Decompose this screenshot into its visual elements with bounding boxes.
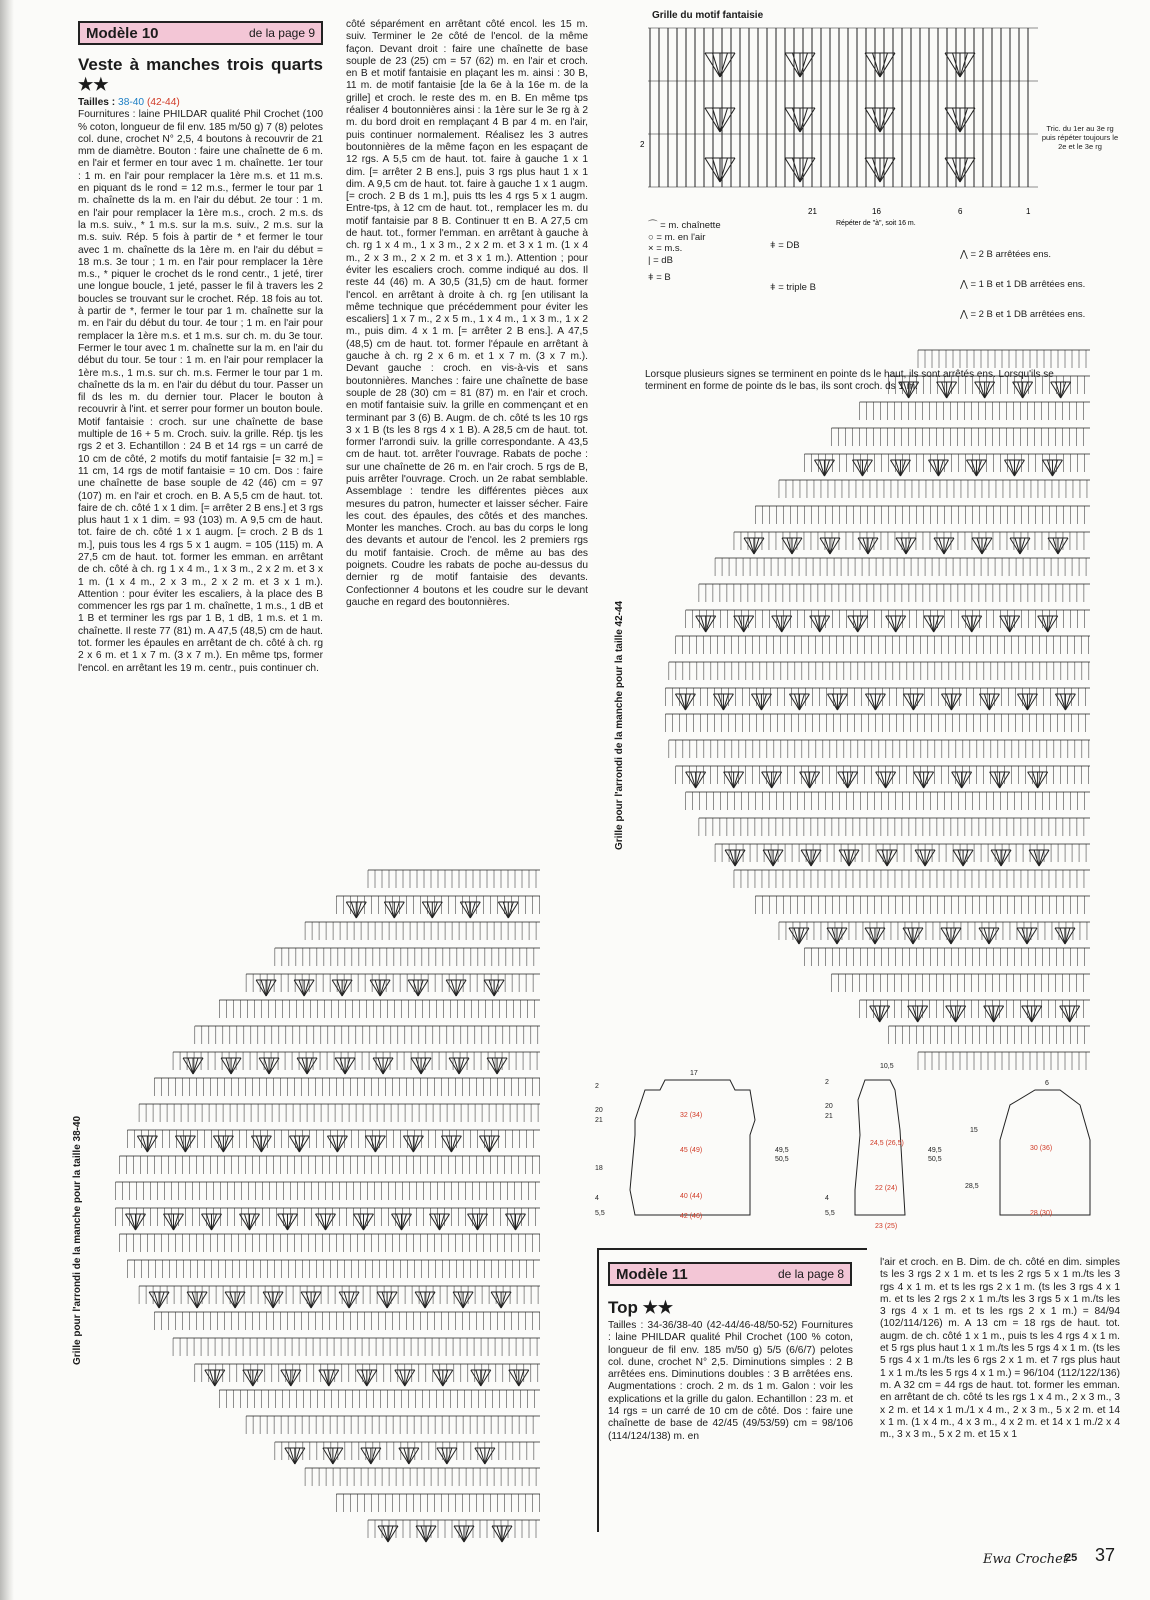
back-width-low: 40 (44) [680, 1193, 703, 1200]
front-width-low: 22 (24) [875, 1185, 898, 1192]
grid-repeat-label: Répéter de "à", soit 16 m. [836, 220, 916, 227]
model-10-text-col1: Fournitures : laine PHILDAR qualité Phil Crochet (100 % coton, longueur de fil env. 185 m/50 g) 7 (8) pelotes col. dune, crochet N° 2,5, 4 boutons à recouvrir de 21 mm de diamètre. Bouton : faire une chaînette de 6 m. en l'air et fermer en tour avec 1 m. chaînette. 1er tour : 1 m. en l'air pour remplacer la 1ère m.s. et 11 m.s. en piquant ds le rond = 12 m.s., fermer le tour par 1 m. chaînette ds la m. en l'air du début. 2e tour : 1 m. en l'air pour remplacer la 1ère m.s., croch. 2 m.s. ds la m.s. suiv., * 1 m.s. sur la m.s. suiv., 2 m.s. sur la m.s. suiv. Rép. 5 fois à partir de * et fermer le tour avec 1 m. chaînette ds la 1ère m. en l'air du début = 18 m.s. 3e tour ; 1 m. en l'air pour remplacer la 1ère m.s., * piquer le crochet ds le rond centr., 1 jeté, tirer une longue boucle, 1 jeté, passer le fil à travers les 2 boucles se trouvant sur le crochet. Rép. 18 fois au tot. à partir de *, fermer le tour par 1 m. chaînette sur la m. en l'air du début du tour. 4e tour ; 1 m. en l'air pour remplacer la 1ère m.s. et 1 m.s. sur ch. m. du 3e tour. Fermer le tour avec 1 m. chaînette sur la m. en l'air du début du tour. 5e tour : 1 m. en l'air pour remplacer la 1ère m.s., 1 m.s. sur ch. m.s. Fermer le tour par 1 m. chaînette ds la m. en l'air du début du tour. Passer un fil ds les m. du dernier tour. Placer le bouton à recouvrir à l'int. et serrer pour former un bouton boule. Motif fantaisie : croch. sur une chaînette de base multiple de 16 + 5 m. Croch. suiv. la grille. Rép. tjs les rgs 2 et 3. Echantillon : 24 B et 14 rgs = un carré de 10 cm de côté, 2 motifs du motif fantaisie [= 32 m.] = 11 cm, 14 rgs de motif fantaisie = 10 cm. Dos : faire une chaînette de base souple de 42 (46) cm = 97 (107) m. en l'air et croch. en B. A 5,5 cm de haut. tot. faire de ch. côté 1 x 1 dim. [= arrêter 2 B ens.] et 3 rgs plus haut 1 x 1 dim. = 93 (103) m. A 9,5 cm de haut. tot. faire de ch. côté 1 x 1 augm. [= croch. 2 B ds 1 m.], puis tous les 4 rgs 5 x 1 augm. = 105 (115) m. A 27,5 cm de haut. tot. former les emman. en arrêtant de ch. côté à ch. rg 1 x 4 m., 1 x 3 m., 2 x 2 m. et 3 x 1 m. (1 x 4 m., 2 x 3 m., 2 x 2 m. et 3 x 1 m.). Attention : pour éviter les escaliers, à la place des B commencer les rgs par 1 m. chaînette, 1 m.s., 1 dB et 1 B et terminer les rgs par 1 B, 1 dB, 1 m.s. et 1 m. chaînette. Il reste 77 (81) m. A 47,5 (48,5) cm de haut. tot. former les épaules en arrêtant de ch. côté à ch. rg 2 x 6 m. et 1 x 7 m. (3 x 7 m.). En même tps, former l'encol. en arrêtant les 19 m. centr., puis continuer ch. [78, 109, 323, 674]
model-10-ref: de la page 9 [248, 26, 315, 40]
stitch-grid-diagram [640, 22, 1050, 227]
back-side-20: 20 [595, 1107, 603, 1114]
front-side-21: 21 [825, 1113, 833, 1120]
front-side-2: 2 [825, 1079, 829, 1086]
legend-chainette: ⌒ = m. chaînette [648, 220, 721, 231]
footer-issue: 25 [1065, 1552, 1078, 1564]
legend-decreases [960, 240, 1085, 330]
garment-schematics [590, 1060, 1125, 1230]
front-width-top: 24,5 (26,5) [870, 1140, 904, 1147]
legend-dec-2b: ⋀ = 2 B arrêtées ens. [960, 249, 1051, 260]
legend-dec-2b1db: ⋀ = 2 B et 1 DB arrêtées ens. [960, 309, 1086, 320]
sizes-alt: (42-44) [146, 97, 180, 108]
model-10-title: Modèle 10 [86, 24, 159, 42]
model-11-name: Top ★★ [608, 1298, 674, 1317]
model-10-column-2 [346, 19, 588, 609]
legend-double-b: ǂ = DB [770, 240, 800, 251]
grid-row-label-2: 2 [640, 140, 645, 149]
sleeve-cap-grid-small [90, 850, 560, 1560]
legend-note: Lorsque plusieurs signes se terminent en pointe ds le haut, ils sont arrêtés ens. Lorsqu'ils se terminent en forme de pointe ds le bas, ils sont croch. ds 1 m. [645, 369, 1054, 392]
front-side-20: 20 [825, 1103, 833, 1110]
back-side-2: 2 [595, 1083, 599, 1090]
legend-basic [648, 220, 721, 284]
front-height-a: 49,5 [928, 1147, 942, 1154]
front-width-base: 23 (25) [875, 1223, 898, 1230]
front-shoulder: 10,5 [880, 1063, 894, 1070]
sizes-label: Tailles : [78, 97, 116, 108]
grid-title: Grille du motif fantaisie [652, 10, 764, 21]
front-schematic [855, 1080, 905, 1215]
legend-en-lair: ○ = m. en l'air [648, 231, 706, 243]
model-11-text-col2: l'air et croch. en B. Dim. de ch. côté en dim. simples ts les 3 rgs 2 x 1 m. et ts les 2 rgs 5 x 1 m./ts les 3 rgs 4 x 1 m. et ts les rgs 2 x 1 m. (ts les 3 rgs 4 x 1 m. et ts les 2 rgs 2 x 1 m./ts les 3 rgs 5 x 1 m./ts les 3 rgs 4 x 1 m. et ts les rgs 2 x 1 m.) = 84/94 (102/114/126) m. A 13 cm = 18 rgs de haut. tot. augm. de ch. côté 1 x 1 m., puis ts les 4 rgs 4 x 1 m. et 5 rgs plus haut 1 x 1 m./ts les 5 rgs 4 x 1 m. (ts les 5 rgs 4 x 1 m./ts les 6 rgs 2 x 1 m. et 7 rgs plus haut 1 x 1 m./ts les 5 rgs 4 x 1 m.) = 96/104 (112/122/136) m. A 32 cm = 44 rgs de haut. tot. former les emman. en arrêtant de ch. côté ts les rgs 1 x 4 m., 2 x 3 m., 3 x 2 m. et 14 x 1 m./1 x 4 m., 2 x 3 m., 5 x 2 m. et 14 x 1 m. (1 x 4 m., 4 x 3 m., 4 x 2 m. et 14 x 1 m./2 x 4 m., 3 x 3 m., 5 x 2 m. et 15 x 1 [880, 1257, 1120, 1441]
page-spine-shadow [0, 0, 14, 1600]
sleeve-label-large: Grille pour l'arrondi de la manche pour la taille 42-44 [614, 600, 625, 850]
sleeve-schematic [1000, 1090, 1090, 1215]
sleeve-width-base: 28 (30) [1030, 1210, 1053, 1217]
footer-brand: Ewa Crochet [983, 1552, 1069, 1567]
back-height-a: 49,5 [775, 1147, 789, 1154]
model-11-ref: de la page 8 [777, 1267, 844, 1281]
front-side-4: 4 [825, 1195, 829, 1202]
back-width-top: 32 (34) [680, 1112, 703, 1119]
back-neck-width: 17 [690, 1070, 698, 1077]
sleeve-label-small: Grille pour l'arrondi de la manche pour la taille 38-40 [72, 1115, 83, 1365]
model-11-header [608, 1262, 852, 1286]
page-number: 37 [1095, 1545, 1116, 1565]
back-width-mid: 45 (49) [680, 1147, 703, 1154]
model-11-column-1 [608, 1298, 853, 1443]
model-10-column-1 [78, 55, 323, 675]
sleeve-cap-grid-large [640, 330, 1110, 1090]
model-11-title: Modèle 11 [616, 1265, 688, 1283]
grid-col-label-1: 1 [1026, 207, 1031, 216]
legend-ms: × = m.s. [648, 243, 683, 254]
grid-col-label-16: 16 [872, 207, 881, 216]
legend-dec-1b1db: ⋀ = 1 B et 1 DB arrêtées ens. [960, 279, 1086, 290]
sleeve-width-top: 30 (36) [1030, 1145, 1053, 1152]
front-side-55: 5,5 [825, 1210, 835, 1217]
model-10-text-col2: côté séparément en arrêtant côté encol. les 15 m. suiv. Terminer le 2e côté de l'encol. de la même façon. Devant droit : faire une chaînette de base souple de 23 (25) cm = 57 (62) m. en l'air et croch. en B et motif fantaisie en plaçant les m. ainsi : 30 B, 11 m. de motif fantaisie [de la 6e à la 16e m. de la grille] et croch. le reste des m. en B. En même tps réaliser 4 boutonnières ainsi : la 1ère sur le 3e rg à 2 m. du bord droit en remplaçant 4 B par 4 m. en l'air, puis continuer normalement. Réalisez les 3 autres boutonnières de la même façon en les espaçant de 12 rgs. A 5,5 cm de haut. tot. faire à gauche 1 x 1 dim. [= arrêter 2 B ens.], puis 3 rgs plus haut 1 x 1 dim. A 9,5 cm de haut. tot. faire à gauche 1 x 1 augm. [= croch. 2 B ds 1 m.], puis tts les 4 rgs 5 x 1 augm. Entre-tps, à 12 cm de haut. tot., remplacer les m. du motif fantaisie par 8 B. Continuer tt en B. A 27,5 cm de haut. tot., former l'emman. en arrêtant à gauche à ch. rg 1 x 4 m., 1 x 3 m., 2 x 2 m. et 3 x 1 m. (1 x 4 m., 2 x 3 m., 2 x 2 m. et 3 x 1 m.). Attention ; pour éviter les escaliers croch. comme indiqué au dos. Il reste 44 (46) m. A 30,5 (31,5) cm de haut. former l'encol. en arrêtant à droite à ch. rg [en utilisant la même technique que précédemment pour éviter les escaliers] 1 x 7 m., 2 x 5 m., 1 x 4 m., 1 x 3 m., 1 x 2 m., puis dim. 4 x 1 m. [= arrêter 2 B ens.]. A 47,5 (48,5) cm de haut. tot. former l'épaule en arrêtant à gauche à ch. rg 2 x 6 m. et 1 x 7 m. (3 x 7 m.). Devant gauche : croch. en vis-à-vis et sans boutonnières. Manches : faire une chaînette de base souple de 28 (30) cm = 81 (87) m. en l'air et croch. en motif fantaisie suiv. la grille en commençant et en terminant par 3 (6) B. Augm. de ch. côté ts les 10 rgs 3 x 1 B (ts les 8 rgs 4 x 1 B). A 28,5 cm de haut. tot. former l'arrondi suiv. la grille correspondante. A 43,5 cm de haut. tot. arrêter l'ouvrage. Rabats de poche : sur une chaînette de 26 m. en l'air croch. 5 rgs de B, puis arrêter l'ouvrage. Croch. un 2e rabat semblable. Assemblage : tendre les différentes pièces aux mesures du patron, humecter et laisser sécher. Faire les cout. des épaules, des côtés et des manches. Monter les manches. Croch. au bas du corps le long des devants et autour de l'encol. les 2 premiers rgs du motif fantaisie. Croch. de même au bas des poignets. Coudre les rabats de poche au-dessus du dernier rg de motif fantaisie des devants. Confectionner 4 boutons et les coudre sur le devant gauche en regard des boutonnières. [346, 19, 588, 608]
back-side-4: 4 [595, 1195, 599, 1202]
back-side-18: 18 [595, 1165, 603, 1172]
grid-col-label-21: 21 [808, 207, 817, 216]
sizes-value: 38-40 [118, 97, 145, 108]
legend-b: ǂ = B [648, 272, 671, 283]
sleeve-top-6: 6 [1045, 1080, 1049, 1087]
legend-triple-b: ǂ = triple B [770, 282, 816, 293]
sleeve-height: 28,5 [965, 1183, 979, 1190]
back-side-55: 5,5 [595, 1210, 605, 1217]
sleeve-cap-15: 15 [970, 1127, 978, 1134]
model-10-header [78, 21, 323, 45]
model-11-column-2 [880, 1257, 1120, 1441]
back-width-base: 42 (46) [680, 1213, 703, 1220]
grid-col-label-6: 6 [958, 207, 963, 216]
front-height-b: 50,5 [928, 1156, 942, 1163]
grid-note: Tric. du 1er au 3e rg puis répéter toujours le 2e et le 3e rg [1041, 124, 1119, 151]
legend-db: | = dB [648, 254, 673, 266]
model-11-text-col1: Tailles : 34-36/38-40 (42-44/46-48/50-52) Fournitures : laine PHILDAR qualité Phil Crochet (100 % coton, longueur de fil env. 185 m/50 g) 5/5 (6/6/7) pelotes col. dune, crochet N° 2,5. Diminutions simples : 2 B arrêtées ens. Diminutions doubles : 3 B arrêtées ens. Augmentations : croch. 2 m. ds 1 m. Galon : voir les explications et la grille du galon. Echantillon : 23 m. et 14 rgs = un carré de 10 cm de côté. Dos : faire une chaînette de base de 42/45 (49/53/59) cm = 98/106 (114/124/138) m. en [608, 1320, 853, 1442]
back-side-21: 21 [595, 1117, 603, 1124]
model-10-name: Veste à manches trois quarts ★★ [78, 55, 323, 94]
back-height-b: 50,5 [775, 1156, 789, 1163]
